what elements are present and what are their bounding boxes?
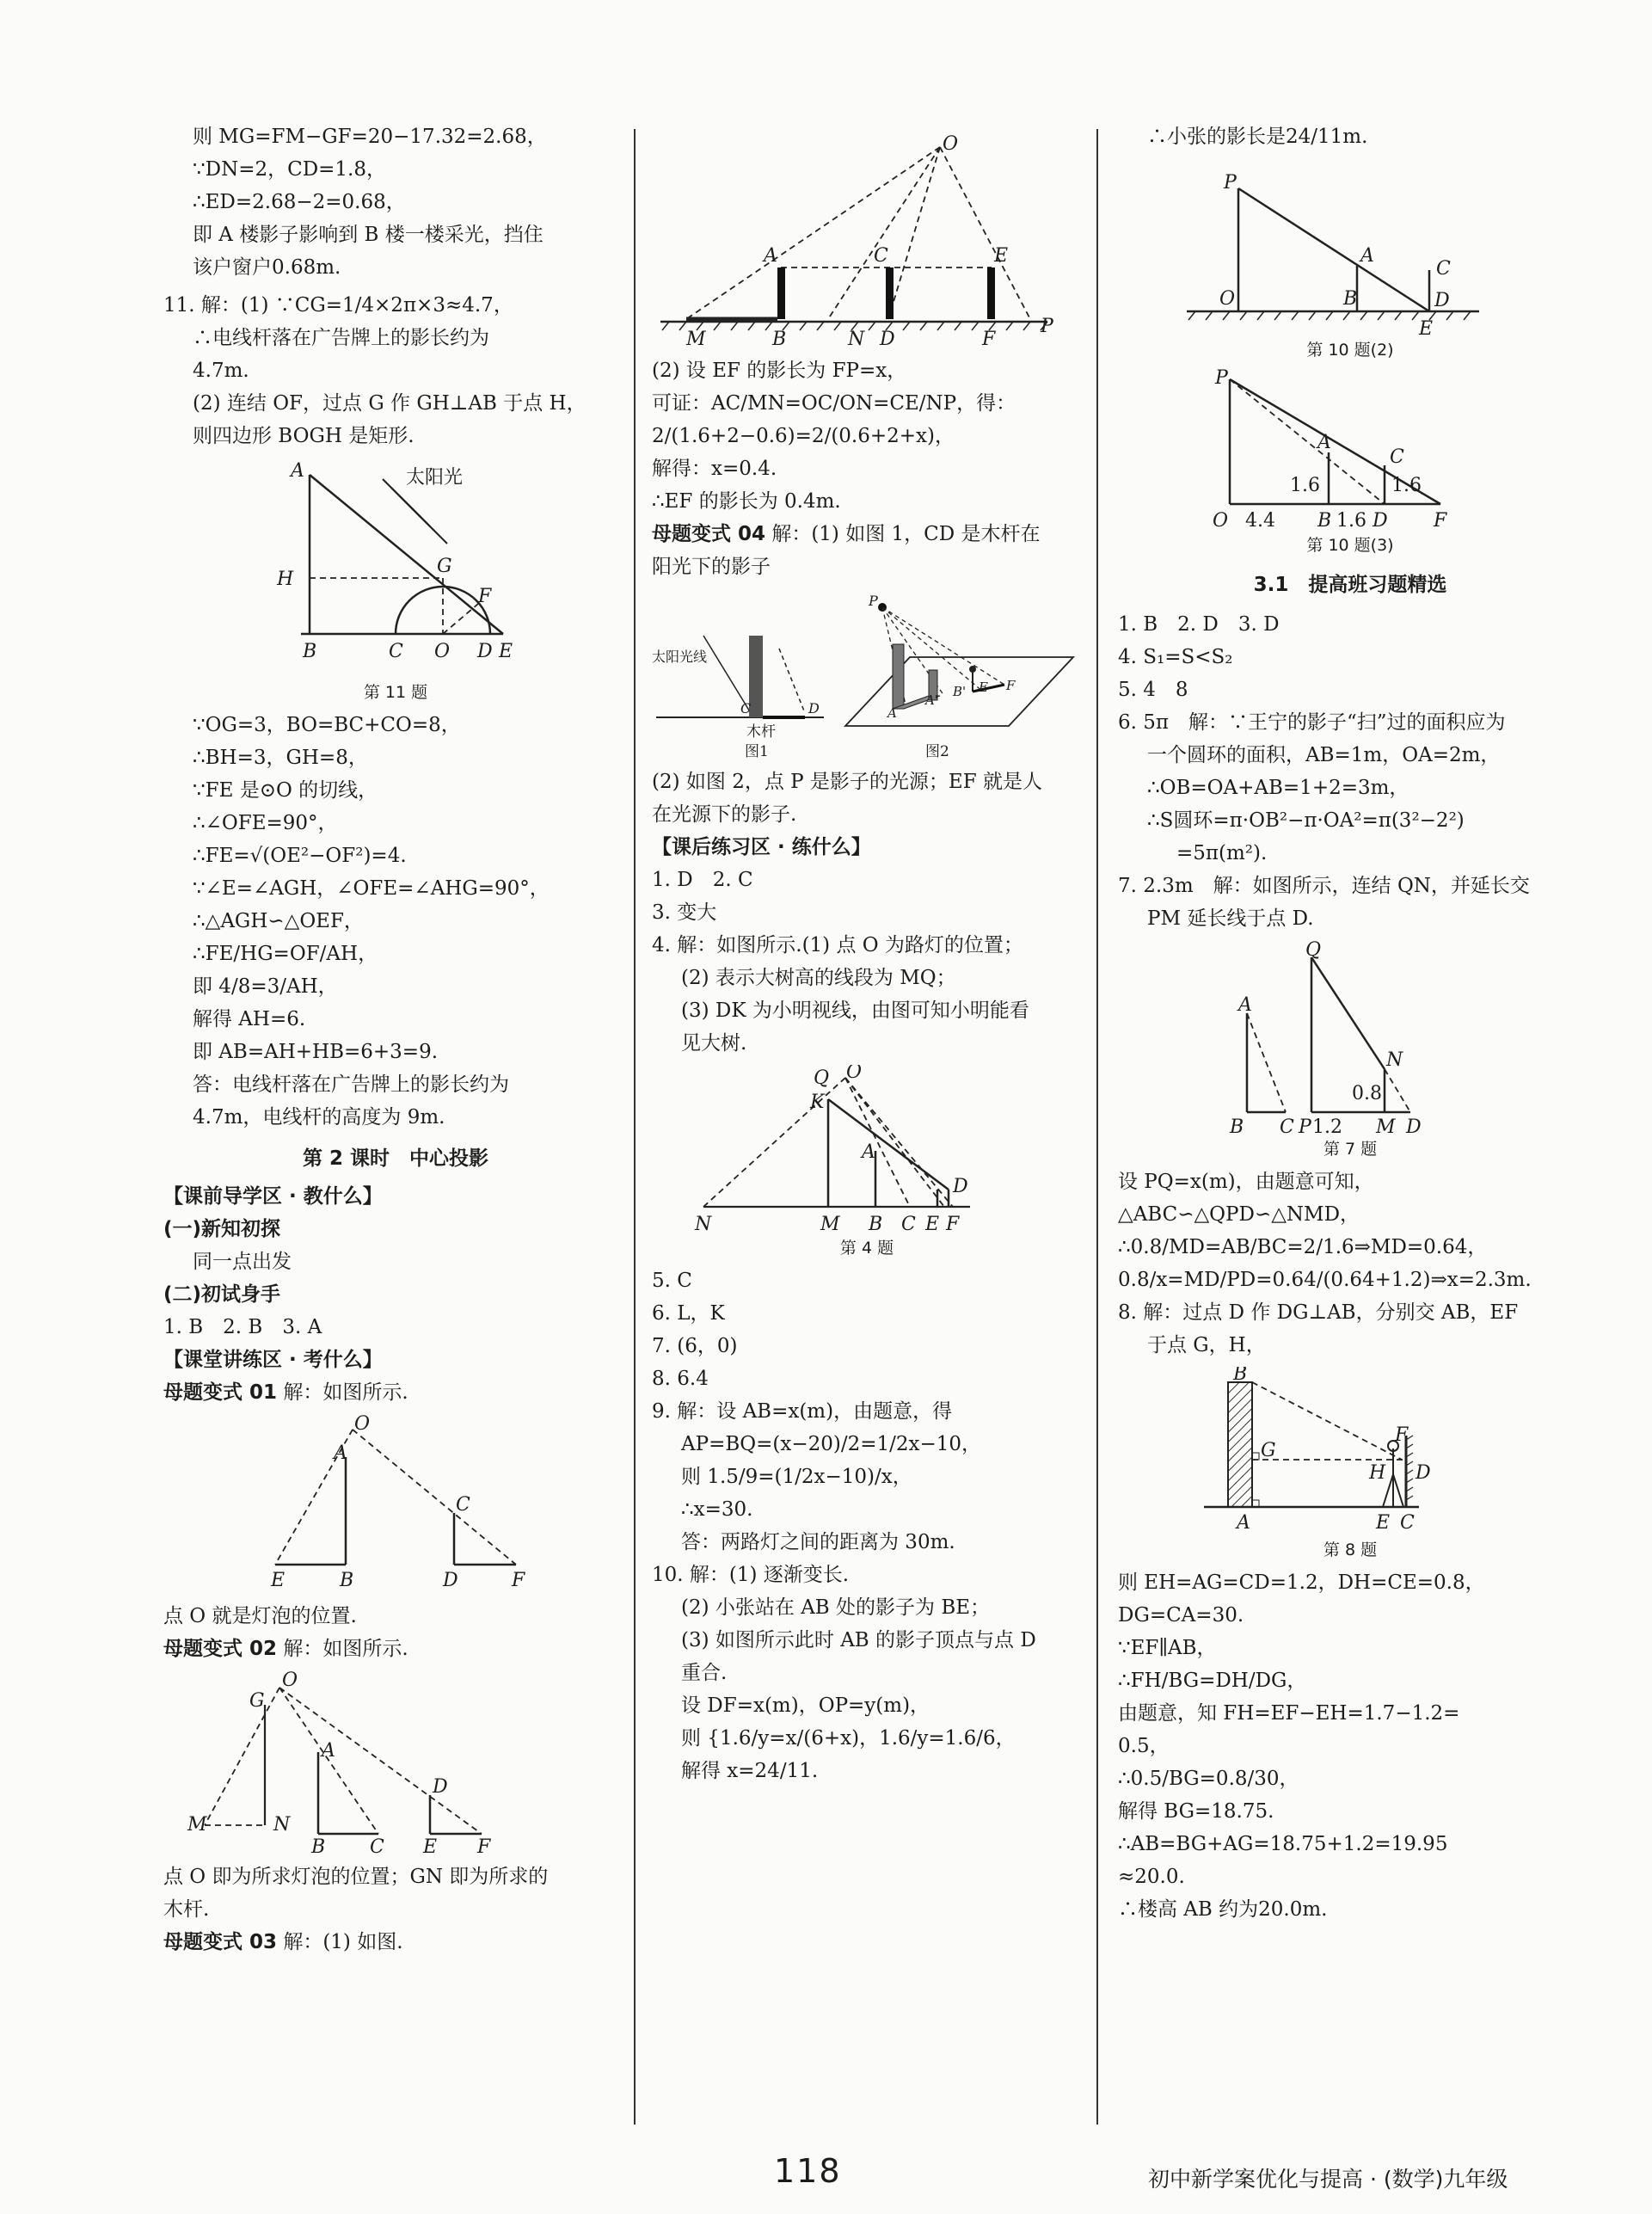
text-line: △ABC∽△QPD∽△NMD，: [1118, 1203, 1360, 1226]
text-line: 0.5，: [1118, 1735, 1170, 1757]
svg-text:B: B: [340, 1570, 354, 1591]
text-line: ∵FE 是⊙O 的切线，: [193, 779, 378, 802]
text-line: ∵EF∥AB，: [1118, 1637, 1217, 1659]
variant-label: 母题变式 03: [163, 1931, 278, 1953]
svg-text:F: F: [946, 1214, 960, 1235]
text-line: ∴BH=3，GH=8，: [193, 747, 368, 769]
svg-text:C: C: [456, 1494, 470, 1516]
figure-8-diagram: [1118, 1367, 1582, 1539]
svg-text:N: N: [848, 329, 865, 349]
svg-text:A: A: [764, 245, 777, 267]
variant-text: 解：(1) 如图 1，CD 是木杆在: [771, 523, 1041, 545]
variant-03-diagram: [652, 134, 1082, 349]
text-line: 即 AB=AH+HB=6+3=9.: [193, 1041, 439, 1063]
book-title: 初中新学案优化与提高 · (数学)九年级: [1148, 2167, 1508, 2192]
text-line: 阳光下的影子: [652, 556, 771, 578]
svg-text:B: B: [1317, 510, 1332, 532]
variant-label: 母题变式 01: [163, 1381, 278, 1404]
svg-text:1.2: 1.2: [1312, 1116, 1342, 1138]
text-line: 11. 解：(1) ∵CG=1/4×2π×3≈4.7，: [163, 294, 513, 317]
svg-text:P: P: [1215, 367, 1228, 389]
text-line: ∴S圆环=π·OB²−π·OA²=π(3²−2²): [1147, 809, 1465, 832]
text-line: ∴FE/HG=OF/AH，: [193, 943, 378, 965]
svg-text:C: C: [1400, 1512, 1415, 1534]
svg-text:H: H: [1369, 1462, 1386, 1484]
svg-text:P: P: [1041, 316, 1053, 337]
text-line: 4.7m.: [193, 360, 249, 382]
text-line: ∴EF 的影长为 0.4m.: [652, 490, 841, 513]
figure-variant-03: [652, 134, 1082, 349]
text-line: 则 EH=AG=CD=1.2，DH=CE=0.8，: [1118, 1571, 1485, 1594]
svg-text:A: A: [334, 1442, 347, 1464]
figure-caption: 第 10 题(3): [1306, 536, 1394, 555]
svg-text:C: C: [1436, 258, 1451, 280]
figure-variant-01: [163, 1414, 628, 1595]
text-line: 见大树.: [681, 1032, 747, 1055]
svg-text:A: A: [1317, 432, 1331, 453]
text-line: 解得 BG=18.75.: [1118, 1800, 1274, 1823]
text-line: 6. L，K: [652, 1302, 725, 1325]
text-line: 8. 6.4: [652, 1368, 709, 1390]
figure-4-diagram: [652, 1065, 1082, 1237]
svg-text:D: D: [433, 1776, 448, 1798]
svg-text:D: D: [953, 1176, 968, 1197]
text-line: 答：两路灯之间的距离为 30m.: [681, 1531, 955, 1553]
svg-text:1.6: 1.6: [1391, 475, 1422, 496]
svg-text:M: M: [820, 1214, 840, 1235]
text-line: 1. B 2. D 3. D: [1118, 613, 1280, 636]
text-line: 7. (6，0): [652, 1335, 738, 1357]
svg-text:P: P: [1224, 172, 1237, 194]
svg-text:B: B: [1230, 1116, 1244, 1138]
text-line: 1. D 2. C: [652, 869, 753, 891]
svg-text:D: D: [1434, 290, 1450, 311]
svg-text:B: B: [869, 1214, 883, 1235]
figure-10-2-diagram: [1118, 158, 1582, 339]
text-line: 该户窗户0.68m.: [193, 256, 341, 279]
variant-label: 母题变式 02: [163, 1638, 278, 1660]
svg-text:M: M: [187, 1814, 207, 1836]
sub-heading: (二)初试身手: [163, 1283, 281, 1306]
svg-text:1.6: 1.6: [1290, 475, 1320, 496]
svg-text:F: F: [982, 329, 996, 349]
svg-text:D: D: [1373, 510, 1388, 532]
svg-text:F: F: [478, 586, 492, 607]
svg-text:F: F: [1395, 1424, 1409, 1446]
svg-text:A: A: [1238, 994, 1252, 1016]
text-line: ∴OB=OA+AB=1+2=3m，: [1147, 777, 1409, 799]
svg-text:B: B: [311, 1836, 326, 1855]
figure-caption: 第 10 题(2): [1306, 341, 1394, 360]
text-line: 2/(1.6+2−0.6)=2/(0.6+2+x)，: [652, 425, 955, 447]
text-line: ∴楼高 AB 约为20.0m.: [1118, 1898, 1328, 1921]
text-line: 点 O 就是灯泡的位置.: [163, 1605, 357, 1627]
column-1: [163, 120, 628, 1959]
svg-text:C: C: [740, 700, 752, 716]
text-line: ∵∠E=∠AGH，∠OFE=∠AHG=90°，: [193, 877, 550, 900]
svg-text:O: O: [846, 1065, 863, 1083]
lesson-title: 第 2 课时 中心投影: [302, 1147, 489, 1170]
text-line: 3. 变大: [652, 901, 717, 924]
svg-text:G: G: [437, 556, 452, 577]
column-divider: [1096, 129, 1098, 2125]
text-line: 0.8/x=MD/PD=0.64/(0.64+1.2)⇒x=2.3m.: [1118, 1269, 1532, 1291]
svg-text:A: A: [1237, 1512, 1250, 1534]
svg-text:B: B: [303, 641, 317, 662]
text-line: 于点 G，H，: [1147, 1334, 1266, 1356]
figure-10-2: [1118, 158, 1582, 361]
text-line: (3) 如图所示此时 AB 的影子顶点与点 D: [681, 1629, 1036, 1651]
svg-text:N: N: [1386, 1049, 1403, 1071]
variant-02: [163, 1633, 628, 1665]
svg-text:B: B: [772, 329, 787, 349]
text-line: 6. 5π 解：∵王宁的影子“扫”过的面积应为: [1118, 711, 1506, 734]
text-line: (2) 表示大树高的线段为 MQ；: [681, 967, 956, 989]
text-line: 点 O 即为所求灯泡的位置；GN 即为所求的: [163, 1866, 549, 1888]
svg-text:O: O: [943, 134, 959, 155]
svg-text:A: A: [1360, 245, 1374, 267]
figure-caption: 第 8 题: [1323, 1541, 1378, 1559]
svg-text:O: O: [434, 641, 451, 662]
svg-text:G: G: [249, 1690, 265, 1712]
column-divider: [634, 129, 636, 2125]
text-line: (2) 如图 2，点 P 是影子的光源；EF 就是人: [652, 771, 1042, 793]
svg-text:C: C: [901, 1214, 916, 1235]
text-line: (3) DK 为小明视线，由图可知小明能看: [681, 999, 1029, 1022]
svg-text:A: A: [862, 1141, 875, 1163]
page-number: 118: [774, 2152, 842, 2190]
variant-label: 母题变式 04: [652, 523, 766, 545]
text-line: 同一点出发: [193, 1251, 292, 1273]
svg-text:E: E: [925, 1214, 940, 1235]
svg-text:C: C: [370, 1836, 384, 1855]
text-line: ∴△AGH∽△OEF，: [193, 910, 364, 932]
fig1-pole-label: 木杆: [746, 723, 776, 741]
svg-text:E: E: [499, 641, 513, 662]
text-line: 7. 2.3m 解：如图所示，连结 QN，并延长交: [1118, 875, 1530, 897]
figure-caption: 第 7 题: [1323, 1140, 1378, 1159]
svg-text:H: H: [277, 569, 294, 590]
text-line: 即 4/8=3/AH，: [193, 975, 338, 998]
svg-text:4.4: 4.4: [1245, 510, 1275, 532]
svg-text:B': B': [953, 684, 967, 699]
text-line: 设 PQ=x(m)，由题意可知，: [1118, 1171, 1374, 1193]
svg-text:P: P: [1299, 1116, 1311, 1138]
svg-text:D: D: [880, 329, 895, 349]
svg-text:A: A: [322, 1740, 335, 1762]
section-heading: 【课后练习区 · 练什么】: [652, 836, 871, 858]
text-line: 在光源下的影子.: [652, 803, 797, 826]
figure-variant-04: [652, 588, 1082, 760]
svg-text:G: G: [1261, 1440, 1276, 1461]
text-line: =5π(m²).: [1176, 842, 1268, 864]
text-line: (2) 连结 OF，过点 G 作 GH⊥AB 于点 H，: [193, 392, 586, 415]
figure-variant-02: [163, 1670, 628, 1855]
text-line: ≈20.0.: [1118, 1866, 1185, 1888]
text-line: 一个圆环的面积，AB=1m，OA=2m，: [1147, 744, 1501, 766]
text-line: ∴∠OFE=90°，: [193, 812, 338, 834]
text-line: 重合.: [681, 1662, 728, 1684]
svg-text:F: F: [477, 1836, 491, 1855]
column-3: [1118, 120, 1582, 1926]
svg-text:O: O: [282, 1670, 298, 1691]
figure-7-diagram: [1118, 940, 1582, 1138]
svg-text:N: N: [695, 1214, 712, 1235]
section-title: 3.1 提高班习题精选: [1253, 574, 1447, 596]
text-line: 9. 解：设 AB=x(m)，由题意，得: [652, 1400, 953, 1423]
svg-text:B: B: [1343, 288, 1358, 310]
svg-text:E: E: [994, 245, 1009, 267]
variant-01-diagram: [163, 1414, 628, 1595]
svg-text:Q: Q: [1305, 940, 1322, 961]
variant-02-diagram: [163, 1670, 628, 1855]
text-line: 8. 解：过点 D 作 DG⊥AB，分别交 AB，EF: [1118, 1301, 1519, 1324]
text-line: PM 延长线于点 D.: [1147, 907, 1314, 930]
text-line: 设 DF=x(m)，OP=y(m)，: [681, 1694, 930, 1717]
svg-text:N: N: [273, 1814, 291, 1836]
svg-text:1.6: 1.6: [1336, 510, 1366, 532]
figure-11: [163, 458, 628, 704]
sub-heading: (一)新知初探: [163, 1218, 281, 1240]
svg-text:D: D: [1406, 1116, 1422, 1138]
text-line: ∴FH/BG=DH/DG，: [1118, 1670, 1307, 1692]
svg-text:F: F: [1434, 510, 1447, 532]
svg-text:O: O: [1219, 288, 1236, 310]
svg-text:C: C: [1280, 1116, 1294, 1138]
svg-text:A: A: [291, 460, 304, 482]
fig1-sun-label: 太阳光线: [652, 649, 708, 665]
text-line: AP=BQ=(x−20)/2=1/2x−10，: [681, 1433, 982, 1455]
fig1-caption: 图1: [745, 743, 769, 760]
text-line: (2) 小张站在 AB 处的影子为 BE；: [681, 1596, 991, 1619]
variant-04: [652, 518, 1082, 550]
text-line: 木杆.: [163, 1898, 210, 1921]
text-line: (2) 设 EF 的影长为 FP=x，: [652, 360, 907, 382]
text-line: ∵DN=2，CD=1.8，: [193, 158, 386, 181]
svg-text:O: O: [1213, 510, 1229, 532]
text-line: 则 MG=FM−GF=20−17.32=2.68，: [193, 126, 547, 148]
svg-text:D: D: [443, 1570, 458, 1591]
text-line: 则 1.5/9=(1/2x−10)/x，: [681, 1466, 912, 1488]
text-line: 5. 4 8: [1118, 679, 1188, 701]
variant-03: [163, 1926, 628, 1959]
svg-text:F: F: [512, 1570, 525, 1591]
fig2-caption: 图2: [925, 743, 949, 760]
figure-caption: 第 11 题: [363, 683, 428, 702]
section-heading: 【课前导学区 · 教什么】: [163, 1185, 383, 1208]
text-line: 5. C: [652, 1270, 692, 1292]
svg-text:E: E: [1376, 1512, 1391, 1534]
text-line: 4. 解：如图所示.(1) 点 O 为路灯的位置；: [652, 934, 1023, 956]
text-line: 则四边形 BOGH 是矩形.: [193, 425, 415, 447]
variant-text: 解：(1) 如图.: [283, 1931, 403, 1953]
svg-text:F: F: [1006, 678, 1016, 693]
section-heading: 【课堂讲练区 · 考什么】: [163, 1349, 383, 1371]
variant-04-diagram: [652, 588, 1082, 760]
svg-text:D: D: [1416, 1462, 1431, 1484]
text-line: ∵OG=3，BO=BC+CO=8，: [193, 714, 461, 736]
text-line: ∴x=30.: [681, 1498, 753, 1521]
svg-text:C: C: [1390, 446, 1404, 468]
text-line: 4.7m，电线杆的高度为 9m.: [193, 1106, 445, 1129]
svg-text:O: O: [354, 1414, 371, 1435]
variant-text: 解：如图所示.: [283, 1638, 408, 1660]
svg-text:E: E: [271, 1570, 286, 1591]
text-line: ∴小张的影长是24/11m.: [1147, 126, 1368, 148]
text-line: ∴0.8/MD=AB/BC=2/1.6⇒MD=0.64，: [1118, 1236, 1488, 1258]
svg-text:A: A: [887, 705, 897, 721]
text-line: ∴AB=BG+AG=18.75+1.2=19.95: [1118, 1833, 1448, 1855]
text-line: 10. 解：(1) 逐渐变长.: [652, 1564, 850, 1586]
sun-label: 太阳光: [406, 467, 464, 489]
text-line: ∴ED=2.68−2=0.68，: [193, 191, 406, 213]
text-line: ∴0.5/BG=0.8/30，: [1118, 1768, 1299, 1790]
variant-01: [163, 1376, 628, 1409]
text-line: 则 {1.6/y=x/(6+x)，1.6/y=1.6/6，: [681, 1727, 1016, 1750]
text-line: 4. S₁=S<S₂: [1118, 646, 1233, 668]
text-line: 可证：AC/MN=OC/ON=CE/NP，得：: [652, 392, 1016, 415]
text-line: ∴FE=√(OE²−OF²)=4.: [193, 845, 407, 867]
svg-text:D: D: [477, 641, 493, 662]
svg-text:P: P: [869, 593, 878, 609]
svg-text:Q: Q: [814, 1067, 830, 1089]
svg-text:D: D: [808, 700, 820, 716]
figure-caption: 第 4 题: [839, 1239, 894, 1258]
text-line: 解得 x=24/11.: [681, 1760, 819, 1782]
svg-text:K: K: [810, 1092, 825, 1113]
svg-text:E: E: [1419, 318, 1434, 339]
figure-4: [652, 1065, 1082, 1259]
figure-10-3-diagram: [1118, 366, 1582, 534]
figure-8: [1118, 1367, 1582, 1561]
column-2: [652, 129, 1082, 1787]
svg-text:B: B: [1233, 1367, 1248, 1385]
text-line: 解得：x=0.4.: [652, 458, 777, 480]
svg-text:0.8: 0.8: [1352, 1083, 1382, 1104]
text-line: ∴电线杆落在广告牌上的影长约为: [193, 327, 489, 349]
svg-text:E: E: [423, 1836, 438, 1855]
figure-7: [1118, 940, 1582, 1160]
text-line: 由题意，知 FH=EF−EH=1.7−1.2=: [1118, 1702, 1460, 1725]
figure-10-3: [1118, 366, 1582, 557]
svg-text:C: C: [874, 245, 888, 267]
text-line: 解得 AH=6.: [193, 1008, 306, 1030]
text-line: DG=CA=30.: [1118, 1604, 1244, 1627]
text-line: 1. B 2. B 3. A: [163, 1316, 322, 1338]
svg-text:E: E: [979, 680, 988, 695]
text-line: 答：电线杆落在广告牌上的影长约为: [193, 1073, 509, 1096]
text-line: 即 A 楼影子影响到 B 楼一楼采光，挡住: [193, 224, 544, 246]
figure-11-diagram: [163, 458, 628, 681]
svg-text:A': A': [925, 692, 938, 708]
variant-text: 解：如图所示.: [283, 1381, 408, 1404]
svg-text:M: M: [1376, 1116, 1396, 1138]
svg-text:C: C: [389, 641, 403, 662]
svg-text:M: M: [686, 329, 706, 349]
